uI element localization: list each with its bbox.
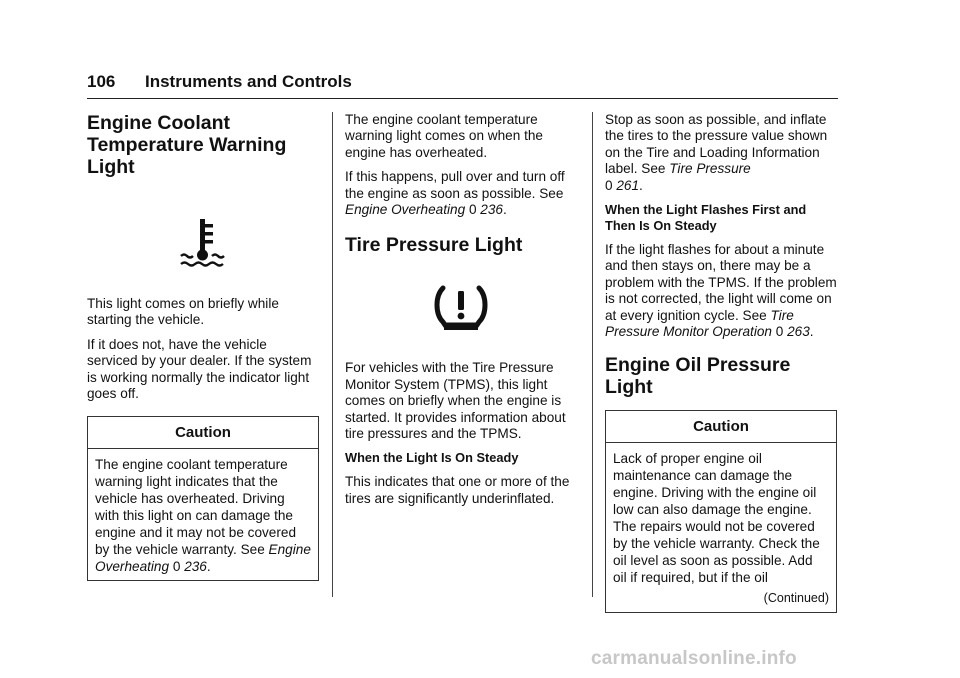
coolant-heading: Engine Coolant Temperature Warning Light (87, 112, 287, 178)
column-divider (592, 112, 593, 597)
page-reference[interactable]: 263 (787, 324, 810, 340)
page-ref-symbol: 0 (605, 177, 613, 193)
inflate-paragraph: Stop as soon as possible, and inflate the tires to the pressure value shown on the Tire and Loading Information label. See Tire Pressure 0 261. (605, 112, 828, 193)
underinflated-paragraph: This indicates that one or more of the tires are significantly underinflated. (345, 474, 570, 506)
column-divider (332, 112, 333, 597)
oil-pressure-heading: Engine Oil Pressure Light (605, 354, 791, 399)
page-ref-symbol: 0 (468, 202, 477, 218)
tire-pressure-heading: Tire Pressure Light (345, 234, 523, 257)
flashes-paragraph: If the light flashes for about a minute and then stays on, there may be a problem with the TPMS. If the problem is not corrected, the light will come on at every ignition cycle. See Tire Pressure Monitor Operation 0 263. (605, 242, 837, 340)
cross-reference-link[interactable]: Engine Overheating (95, 541, 311, 574)
cross-reference-link[interactable]: Tire Pressure Monitor Operation (605, 307, 794, 340)
page-reference[interactable]: 261 (616, 177, 640, 193)
overheat-paragraph: The engine coolant temperature warning light comes on when the engine has overheated. (345, 112, 543, 160)
flashes-text: If the light flashes for about a minute and then stays on, there may be a problem with the TPMS. If the problem is not corrected, the light will come on at every ignition cycle. See (605, 242, 837, 323)
caution-title: Caution (88, 417, 318, 448)
caution-box (87, 416, 319, 580)
caution-box (605, 410, 837, 612)
section-title: Instruments and Controls (145, 72, 352, 91)
tpms-paragraph: For vehicles with the Tire Pressure Monitor System (TPMS), this light comes on briefly when the engine is started. It provides information about tire pressures and the TPMS. (345, 360, 566, 442)
pull-over-paragraph: If this happens, pull over and turn off the engine as soon as possible. See Engine Overheating 0 236. (345, 169, 565, 218)
coolant-temperature-icon (87, 218, 319, 268)
caution-body (606, 443, 836, 612)
cross-reference-link[interactable]: Tire Pressure (669, 161, 751, 177)
tire-pressure-icon (345, 282, 577, 332)
inflate-text: Stop as soon as possible, and inflate the tires to the pressure value shown on the Tire and Loading Information label. See (605, 112, 828, 177)
page-reference[interactable]: 236 (480, 202, 503, 218)
page-ref-symbol: 0 (172, 558, 181, 574)
steady-subheading: When the Light Is On Steady (345, 450, 519, 466)
page-reference[interactable]: 236 (184, 558, 207, 574)
continued-label: (Continued) (763, 590, 829, 605)
column-1 (87, 112, 319, 581)
column-3 (605, 112, 837, 613)
page-header (87, 72, 838, 99)
flashes-subheading: When the Light Flashes First and Then Is On Steady (605, 202, 807, 234)
caution-text: Lack of proper engine oil maintenance can damage the engine. Driving with the engine oil low can also damage the engine. The repairs would not be covered by the vehicle warranty. Check the oil level as soon as possible. Add oil if required, but if the oil (613, 450, 820, 585)
cross-reference-link[interactable]: Engine Overheating (345, 202, 466, 218)
caution-title: Caution (606, 411, 836, 442)
caution-text: The engine coolant temperature warning light indicates that the vehicle has overheated. Driving with this light on can damage the engine and it may not be covered by the vehicle warranty. See (95, 456, 297, 557)
coolant-paragraph-2: If it does not, have the vehicle serviced by your dealer. If the system is working normally the indicator light goes off. (87, 336, 312, 402)
watermark-logo: carmanualsonline.info (591, 648, 797, 669)
caution-body: The engine coolant temperature warning light indicates that the vehicle has overheated. Driving with this light on can damage the engine and it may not be covered by the vehicle warranty. See Engine Overheating 0 236. (95, 456, 311, 574)
coolant-paragraph-1: This light comes on briefly while starting the vehicle. (87, 296, 279, 328)
page-ref-symbol: 0 (775, 324, 784, 340)
page-number: 106 (87, 72, 116, 91)
column-2 (345, 112, 577, 515)
pull-over-text: If this happens, pull over and turn off the engine as soon as possible. See (345, 169, 565, 201)
